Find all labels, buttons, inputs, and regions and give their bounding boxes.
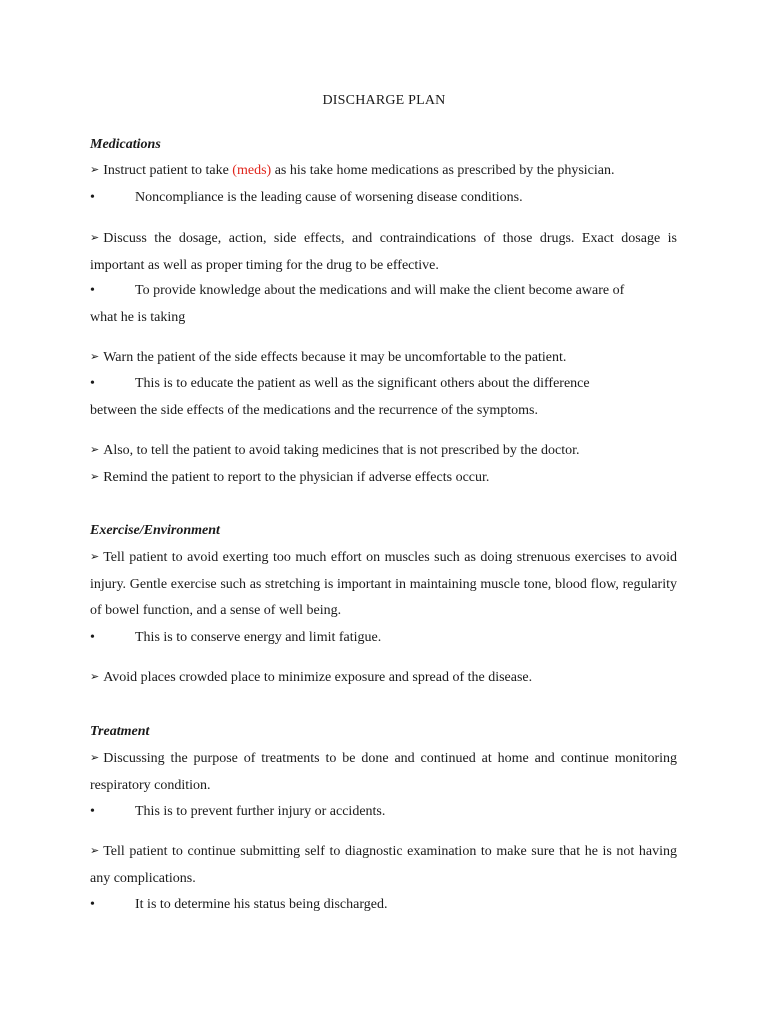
bullet-dot-icon: • [90, 804, 95, 819]
bullet-dot-icon: • [90, 897, 95, 912]
item-text: Remind the patient to report to the physician if adverse effects occur. [103, 470, 490, 485]
list-item [90, 344, 566, 371]
list-item [90, 745, 677, 799]
item-text: This is to educate the patient as well as the significant others about the difference [135, 376, 590, 391]
arrow-bullet-icon: ➢ [90, 752, 100, 764]
list-item [90, 184, 523, 211]
list-item [90, 891, 387, 918]
bullet-dot-icon: • [90, 630, 95, 645]
arrow-bullet-icon: ➢ [90, 845, 100, 857]
highlighted-text: (meds) [232, 163, 272, 178]
item-text: This is to prevent further injury or accidents. [135, 804, 386, 819]
list-item [90, 464, 489, 491]
section-heading-treatment: Treatment [90, 724, 150, 739]
list-item [90, 544, 677, 625]
list-item [90, 277, 624, 304]
list-item [90, 370, 590, 397]
item-text: Avoid places crowded place to minimize exposure and spread of the disease. [103, 670, 533, 685]
section-heading-medications: Medications [90, 137, 161, 152]
bullet-dot-icon: • [90, 283, 95, 298]
document-title: DISCHARGE PLAN [322, 93, 446, 108]
arrow-bullet-icon: ➢ [90, 164, 100, 176]
item-text: as his take home medications as prescribed by the physician. [271, 163, 615, 178]
arrow-bullet-icon: ➢ [90, 232, 100, 244]
list-item [90, 624, 381, 651]
item-text: Warn the patient of the side effects because it may be uncomfortable to the patient. [103, 350, 567, 365]
arrow-bullet-icon: ➢ [90, 444, 100, 456]
item-text: It is to determine his status being discharged. [135, 897, 388, 912]
arrow-bullet-icon: ➢ [90, 471, 100, 483]
list-item [90, 664, 532, 691]
arrow-bullet-icon: ➢ [90, 551, 100, 563]
item-text: what he is taking [90, 310, 186, 325]
list-item [90, 838, 677, 892]
list-item [90, 225, 677, 279]
item-text: Discussing the purpose of treatments to be done and continued at home and continue monitoring respiratory condition. [90, 751, 677, 793]
item-text: This is to conserve energy and limit fatigue. [135, 630, 382, 645]
item-text: Tell patient to continue submitting self to diagnostic examination to make sure that he is not having any complications. [90, 844, 677, 886]
item-text: To provide knowledge about the medications and will make the client become aware of [135, 283, 625, 298]
item-text: Noncompliance is the leading cause of worsening disease conditions. [135, 190, 523, 205]
list-item [90, 437, 580, 464]
arrow-bullet-icon: ➢ [90, 351, 100, 363]
item-text: Also, to tell the patient to avoid taking medicines that is not prescribed by the doctor. [103, 443, 580, 458]
list-item [90, 798, 385, 825]
bullet-dot-icon: • [90, 190, 95, 205]
item-text: Tell patient to avoid exerting too much effort on muscles such as doing strenuous exercises to avoid injury. Gentle exercise such as stretching is important in maintaining muscle tone, blood flow, regularity of bowel function, and a sense of well being. [90, 550, 677, 618]
bullet-dot-icon: • [90, 376, 95, 391]
item-text: Discuss the dosage, action, side effects, and contraindications of those drugs. Exact dosage is important as well as proper timing for the drug to be effective. [90, 231, 677, 273]
section-heading-exercise: Exercise/Environment [90, 523, 220, 538]
arrow-bullet-icon: ➢ [90, 671, 100, 683]
list-item [90, 157, 614, 184]
item-text: between the side effects of the medications and the recurrence of the symptoms. [90, 403, 538, 418]
item-text: Instruct patient to take [103, 163, 233, 178]
